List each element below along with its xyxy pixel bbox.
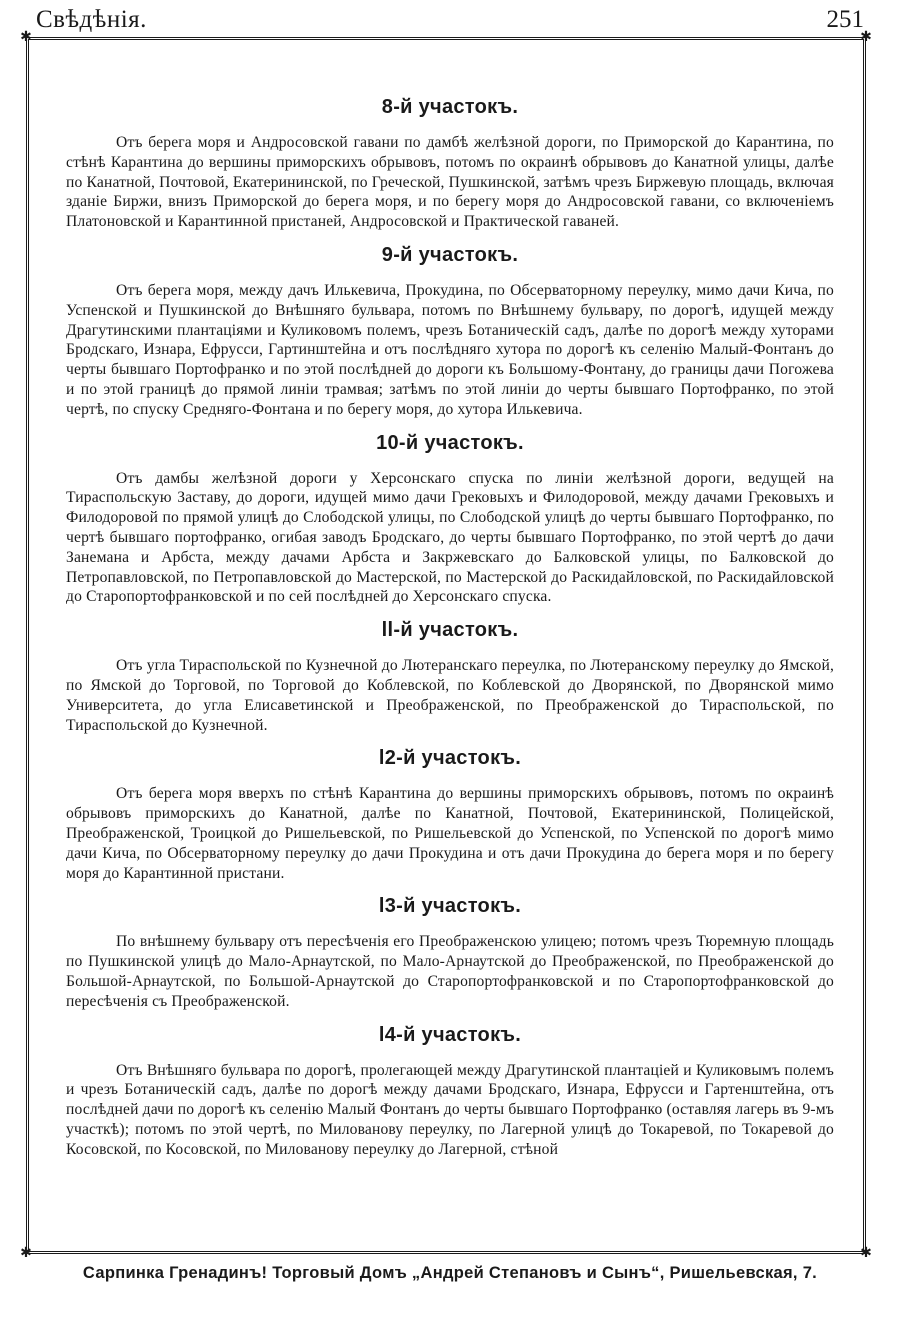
section-9 (66, 244, 834, 420)
corner-ornament-icon: ✱ (20, 1246, 32, 1261)
page-header (36, 4, 870, 34)
section-text: По внѣшнему бульвару отъ пересѣченія его Преображенскою улицею; потомъ чрезъ Тюремную площадь по Пушкинской улицѣ до Мало-Арнаутской, по Мало-Арнаутской до Преображенской, по Преображенской до Большой-Арнаутской, по Большой-Арнаутской до Старопортофранковской и по Старопортофранковской до пересѣченія съ Преображенской. (66, 933, 834, 1010)
section-text: Отъ берега моря вверхъ по стѣнѣ Карантина до вершины приморскихъ обрывовъ, потомъ по окраинѣ обрывовъ приморскихъ до Канатной, далѣе по Канатной, Почтовой, Екатерининской, Полицейской, Преображенской, Троицкой до Ришельевской, по Ришельевской до Успенской, по Успенской по дорогѣ мимо дачи Кича, по Обсерваторному переулку до дачи Прокудина и отъ дачи Прокудина до берега моря и по берегу моря до Карантинной пристани. (66, 785, 834, 882)
section-text: Отъ берега моря, между дачъ Илькевича, Прокудина, по Обсерваторному переулку, мимо дачи Кича, по Успенской и Пушкинской до Внѣшняго бульвара, потомъ по Внѣшнему бульвару, по дорогѣ, идущей между Драгутинскими плантаціями и Куликовомъ полемъ, чрезъ Ботаническій садъ, далѣе по дорогѣ между хуторами Бродскаго, Изнара, Ефрусси, Гартинштейна и отъ послѣдняго хутора по дорогѣ къ селенію Малый-Фонтанъ до черты бывшаго Портофранко и по этой послѣдней до дороги къ Большому-Фонтану, до границы дачи Погожева и по этой границѣ до прямой линіи трамвая; затѣмъ по этой линіи до черты бывшаго Портофранко, по этой чертѣ, по спуску Средняго-Фонтана и по берегу моря, до хутора Илькевича. (66, 281, 834, 418)
footer-advertisement: Сарпинка Гренадинъ! Торговый Домъ „Андрей Степановъ и Сынъ“, Ришельевская, 7. (82, 1264, 818, 1282)
section-title: l3-й участокъ. (378, 895, 522, 918)
section-title: l4-й участокъ. (378, 1023, 522, 1046)
section-title: l2-й участокъ. (378, 747, 522, 770)
corner-ornament-icon: ✱ (20, 30, 32, 45)
section-title: 10-й участокъ. (376, 431, 524, 454)
section-title: 8-й участокъ. (381, 96, 519, 118)
section-13 (66, 895, 834, 1011)
section-text: Отъ угла Тираспольской по Кузнечной до Лютеранскаго переулка, по Лютеранскому переулку до Ямской, по Ямской до Торговой, по Торговой до Коблевской, по Коблевской до Дворянской, по Дворянской мимо Университета, до угла Елисаветинской и Преображенской, по Преображенской до Тираспольской, по Тираспольской до Кузнечной. (66, 657, 834, 734)
corner-ornament-icon: ✱ (860, 30, 872, 45)
section-11 (66, 619, 834, 735)
corner-ornament-icon: ✱ (860, 1246, 872, 1261)
section-title: ll-й участокъ. (381, 619, 519, 642)
section-14 (66, 1024, 834, 1160)
page-number: 251 (826, 6, 864, 33)
section-text: Отъ Внѣшняго бульвара по дорогѣ, пролегающей между Драгутинской плантаціей и Куликовымъ полемъ и чрезъ Ботаническій садъ, далѣе по дорогѣ между дачами Бродскаго, Изнара, Ефрусси и Гартенштейна, отъ послѣдней дачи по дорогѣ къ селенію Малый Фонтанъ до черты бывшаго Портофранко (оставляя лагерь въ 9-мъ участкѣ); потомъ по этой чертѣ, по Милованову переулку, по Лагерной улицѣ до Токаревой, по Токаревой до Косовской, по Косовской, по Милованову переулку до Лагерной, стѣной (66, 1061, 834, 1158)
section-8 (66, 96, 834, 232)
section-12 (66, 747, 834, 883)
section-title: 9-й участокъ. (381, 243, 519, 266)
running-title: Свѣдѣнія. (36, 6, 147, 33)
section-text: Отъ дамбы желѣзной дороги у Херсонскаго спуска по линіи желѣзной дороги, ведущей на Тираспольскую Заставу, до дороги, идущей мимо дачи Грековыхъ и Филодоровой, между дачами Грековыхъ и Филодоровой по прямой улицѣ до Слободской улицы, по Слободской улицѣ до черты бывшаго Портофранко, по чертѣ бывшаго портофранко, огибая заводъ Бродскаго, до черты бывшаго Портофранко, по этой чертѣ до дачи Занемана и Арбста, между дачами Арбста и Закржевскаго до Балковской улицы, по Балковской до Петропавловской, по Петропавловской до Мастерской, по Мастерской до Раскидайловской, по Раскидайловской до Старопортофранковской и по сей послѣдней до Херсонскаго спуска. (66, 469, 834, 606)
page-content (66, 96, 834, 1171)
section-10 (66, 432, 834, 608)
section-text: Отъ берега моря и Андросовской гавани по дамбѣ желѣзной дороги, по Приморской до Карантина, по стѣнѣ Карантина до вершины приморскихъ обрывовъ, потомъ по окраинѣ обрывовъ до Канатной улицы, далѣе по Канатной, Почтовой, Екатерининской, по Греческой, Пушкинской, затѣмъ чрезъ Биржевую площадь, включая зданіе Биржи, внизъ Приморской до берега моря, и по берегу моря до Андросовской гавани, со включеніемъ Платоновской и Карантинной пристаней, Андросовской и Практической гаваней. (66, 134, 834, 231)
